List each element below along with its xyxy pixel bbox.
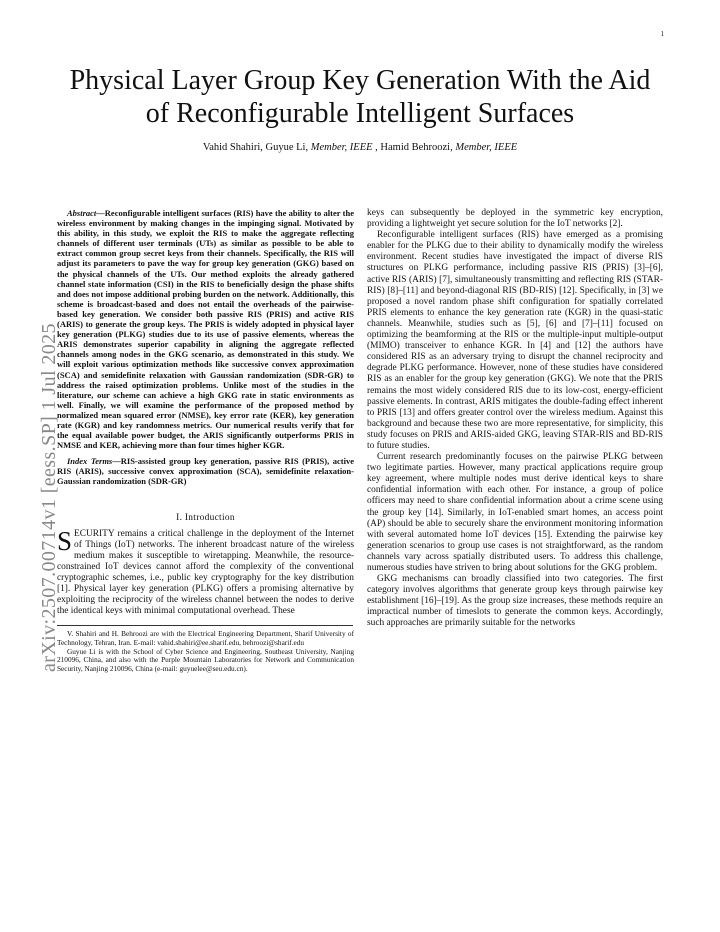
abstract — [57, 208, 354, 450]
left-column — [57, 208, 354, 674]
intro-paragraph-1 — [57, 525, 354, 618]
body-paragraph-2: Reconfigurable intelligent surfaces (RIS) have emerged as a promising enabler for the PLKG due to their ability to dynamically modify the wireless environment. Recent studies have investigated the impact of diverse RIS structures on PLKG performance, including passive RIS (PRIS) [3]–[6], active RIS (ARIS) [7], simultaneously transmitting and reflecting RIS (STAR-RIS) [8]–[11] and beyond-diagonal RIS (BD-RIS) [12]. Specifically, in [3] we proposed a novel random phase shift configuration for spatially correlated PRIS elements to enhance the key generation rate (KGR) in the quasi-static channels. Meanwhile, studies such as [5], [6] and [7]–[11] focused on optimizing the beamforming at the RIS or the multiple-input multiple-output (MIMO) transceiver to enhance KGR. In [4] and [12] the authors have considered RIS as an adversary trying to disrupt the channel reciprocity and degrade PLKG performance. However, none of these studies have considered RIS as an enabler for the group key generation (GKG). We note that the PRIS remains the most widely considered RIS due to its low-cost, energy-efficient passive elements. In contrast, ARIS mitigates the double-fading effect inherent to PRIS [13] and offers greater control over the wireless medium. Against this background and because these two are more representative, for simplicity, this study focuses on PRIS and ARIS-aided GKG, leaving STAR-RIS and BD-RIS to future studies. — [367, 230, 663, 451]
arxiv-stamp: arXiv:2507.00714v1 [eess.SP] 1 Jul 2025 — [38, 323, 60, 672]
footnote-affiliation-1: V. Shahiri and H. Behroozi are with the Electrical Engineering Department, Sharif University of Technology, Tehran, Iran. E-mail: vahid.shahiri@ee.sharif.edu, behroozi@sharif.edu — [57, 629, 354, 648]
footnote-divider — [57, 625, 353, 626]
footnote-affiliation-2: Guyue Li is with the School of Cyber Science and Engineering, Southeast University, Nanjing 210096, China, and also with the Purple Mountain Laboratories for Network and Communication Security, Nanjing 210096, China (e-mail: guyuelee@seu.edu.cn). — [57, 646, 354, 674]
page-number: 1 — [660, 30, 664, 38]
author-names-2: , Hamid Behroozi, — [375, 142, 453, 153]
paper-title — [40, 64, 680, 130]
right-column — [367, 208, 663, 630]
abstract-lead: Abstract— — [67, 208, 105, 218]
drop-cap: S — [57, 525, 73, 556]
body-paragraph-1: keys can subsequently be deployed in the symmetric key encryption, providing a lightweight yet secure solution for the IoT networks [2]. — [367, 208, 663, 230]
body-paragraph-3: Current research predominantly focuses on the pairwise PLKG between two legitimate parties. However, many practical applications require group key agreement, where multiple nodes must derive identical keys to share confidential information with each other. For instance, a group of police officers may need to share confidential information about a crime scene using the group key [14]. Similarly, in IoT-enabled smart homes, an access point (AP) should be able to securely share the environment monitoring information with several automated home IoT devices [15]. Extending the pairwise key generation scenarios to group use cases is not straightforward, as the random channels vary across spatially distributed users. To address this challenge, numerous studies have striven to bring about solutions for the GKG problem. — [367, 452, 663, 573]
intro-first-word: ECURITY — [74, 528, 115, 539]
title-line-2: of Reconfigurable Intelligent Surfaces — [145, 98, 575, 129]
author-names-1: Vahid Shahiri, Guyue Li, — [202, 142, 309, 153]
index-terms-text: —RIS-assisted group key generation, passive RIS (PRIS), active RIS (ARIS), successive convex approximation (SCA), semidefinite relaxation-Gaussian randomization (SDR-GR) — [57, 456, 354, 487]
body-paragraph-4: GKG mechanisms can broadly classified into two categories. The first category involves algorithms that generate group keys through pairwise key establishment [16]–[19]. As the group size increases, these methods require an impractical number of timeslots to generate the common keys. Accordingly, such approaches are primarily suitable for the networks — [367, 574, 663, 629]
index-terms — [57, 456, 354, 486]
intro-paragraph-1-text: remains a critical challenge in the deployment of the Internet of Things (IoT) networks. The inherent broadcast nature of the wireless medium makes it susceptible to wiretapping. Meanwhile, the resource-constrained IoT devices cannot afford the complexity of the conventional cryptographic schemes, i.e., public key cryptography for the key distribution [1]. Physical layer key generation (PLKG) offers a promising alternative by exploiting the reciprocity of the wireless channel between the nodes to derive the identical keys with minimal computational overhead. These — [57, 528, 354, 617]
abstract-text: Reconfigurable intelligent surfaces (RIS) have the ability to alter the wireless environment by making changes in the impinging signal. Motivated by this ability, in this study, we exploit the RIS to make the aggregate reflecting channels of different user terminals (UTs) as similar as possible to be able to extract common group secret keys from their channels. Specifically, the RIS will adjust its parameters to pave the way for group key generation (GKG) based on the physical channels of the UTs. Our method exploits the already gathered channel state information (CSI) in the RIS to beneficially design the phase shifts and does not impose additional probing burden on the network. Additionally, this scheme is broadcast-based and does not entail the overheads of the pairwise-based key generation. We consider both passive RIS (PRIS) and active RIS (ARIS) to generate the group keys. The PRIS is widely adopted in physical layer key generation (PLKG) studies due to its use of passive elements, whereas the ARIS demonstrates superior capability in aligning the aggregate reflected channels among nodes in the GKG scenario, as demonstrated in this study. We will exploit various optimization methods like successive convex approximation (SCA) and semidefinite relaxation with Gaussian randomization (SDR-GR) to address the raised optimization problems. Unlike most of the studies in the literature, our scheme can achieve a high GKG rate in static environments as well. Finally, we will examine the performance of the proposed method by normalized mean squared error (NMSE), key error rate (KER), key generation rate (KGR) and key randomness metrics. Our numerical results verify that for the equal available power budget, the ARIS significantly outperforms PRIS in NMSE and KER, achieving more than four times higher KGR. — [57, 208, 354, 451]
section-heading-introduction: I. Introduction — [176, 512, 235, 523]
author-list — [40, 142, 680, 153]
author-membership-2: Member, IEEE — [455, 142, 518, 153]
index-terms-lead: Index Terms — [67, 456, 113, 467]
author-membership-1: Member, IEEE — [310, 142, 373, 153]
title-line-1: Physical Layer Group Key Generation With the Aid — [69, 65, 651, 96]
